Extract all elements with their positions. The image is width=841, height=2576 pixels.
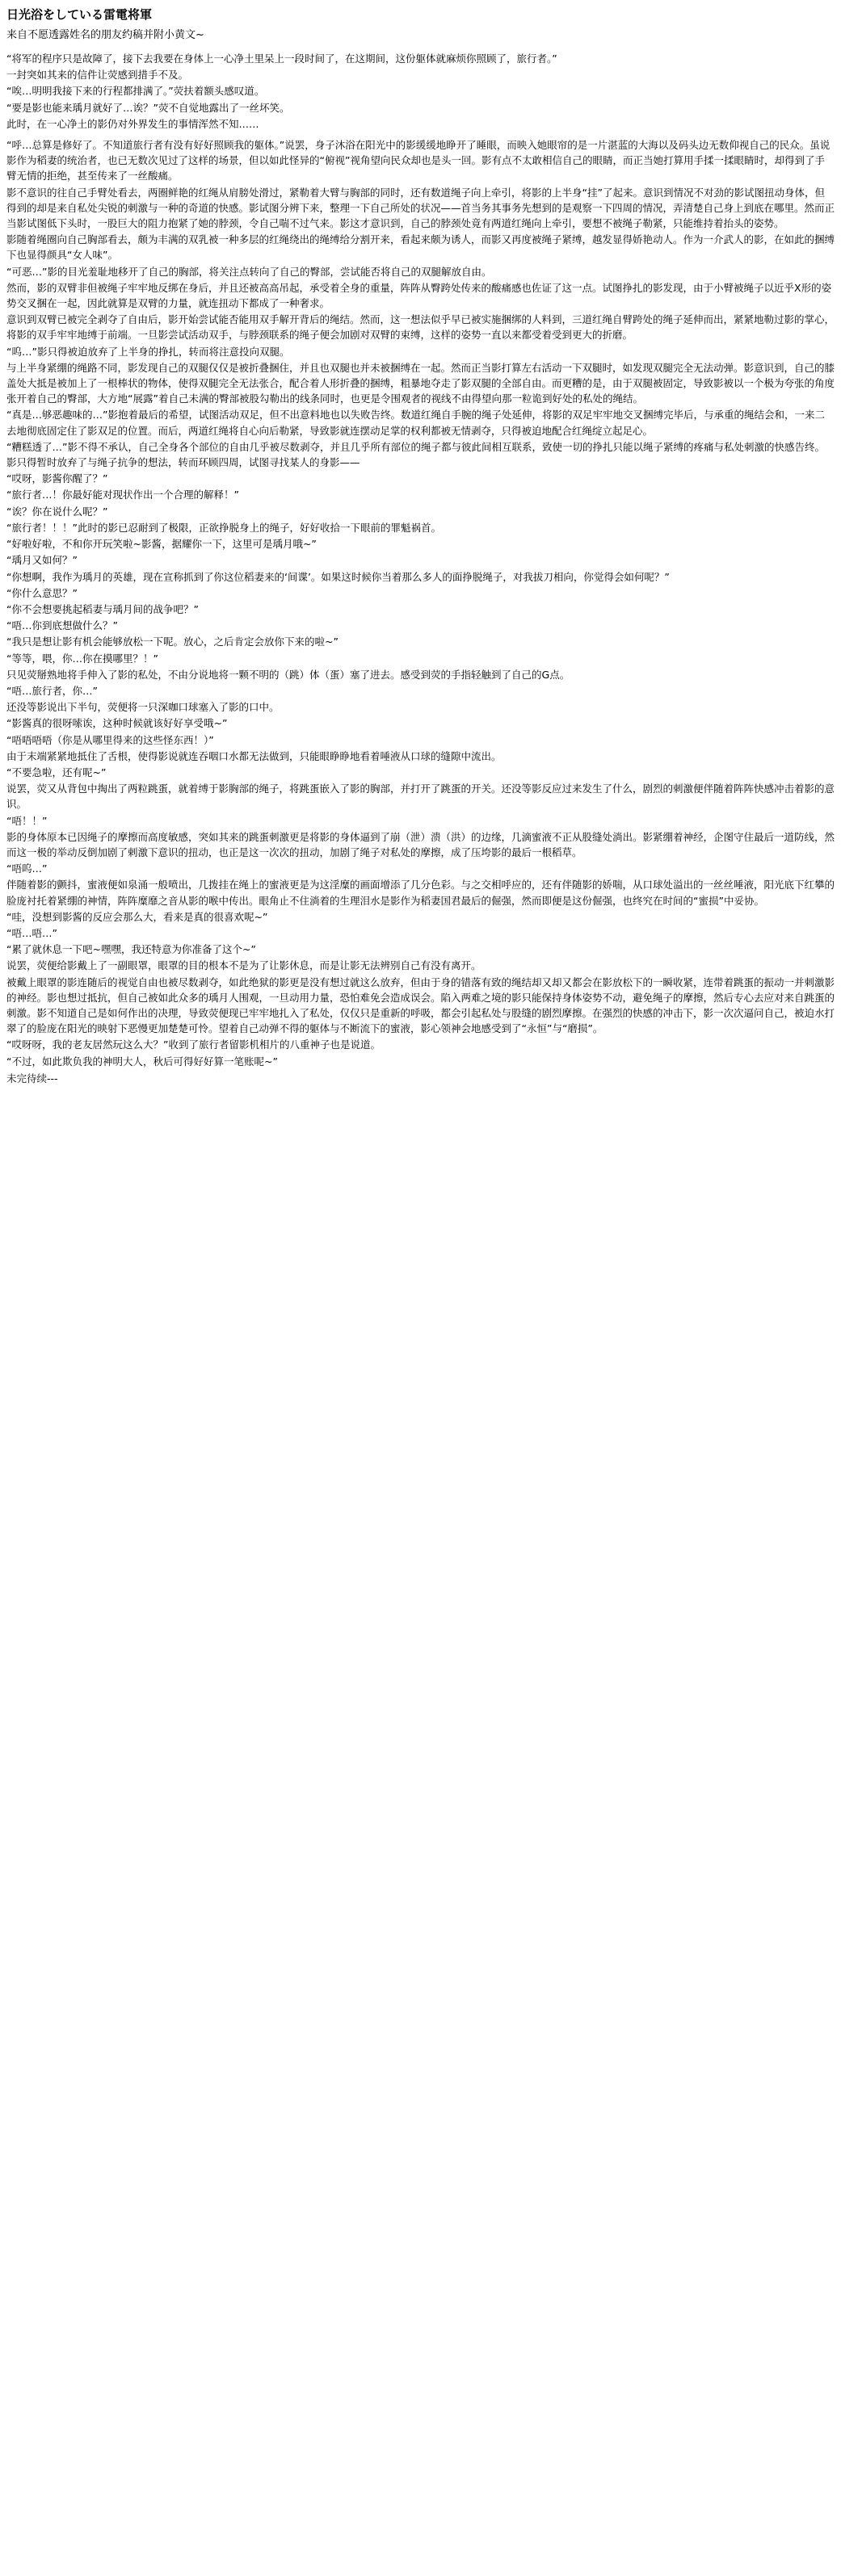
page-title: 日光浴をしている雷電将軍 <box>6 7 153 22</box>
paragraph: 说罢，荧又从背包中掏出了两粒跳蛋，就着缚于影胸部的绳子，将跳蛋嵌入了影的胸部，并打开了跳蛋的开关。还没等影反应过来发生了什么，剧烈的刺激便伴随着阵阵快感冲击着影的意识。 <box>6 782 835 811</box>
paragraph: “唔唔唔唔（你是从哪里得来的这些怪东西！）” <box>6 733 214 746</box>
paragraph: “哇，没想到影酱的反应会那么大，看来是真的很喜欢呢~” <box>6 910 268 923</box>
paragraph: “瑀月又如何？” <box>6 554 78 567</box>
paragraph: “唉…明明我接下来的行程都排满了。”荧扶着额头感叹道。 <box>6 85 265 98</box>
paragraph: “可恶…”影的目光羞耻地移开了自己的胸部，将关注点转向了自己的臀部，尝试能否将自己的双腿解放自由。 <box>6 265 492 278</box>
paragraph: “不过，如此欺负我的神明大人，秋后可得好好算一笔账呢~” <box>6 1055 278 1068</box>
paragraph: “将军的程序只是故障了，接下去我要在身体上一心净土里呆上一段时间了，在这期间，这份躯体就麻烦你照顾了，旅行者。” <box>6 52 557 65</box>
paragraph: “诶？你在说什么呢？” <box>6 505 108 518</box>
paragraph: “唔呜…” <box>6 862 48 875</box>
paragraph: “真是…够恶趣味的…”影抱着最后的希望，试图活动双足，但不出意料地也以失败告终。数道红绳自手腕的绳子处延伸，将影的双足牢牢地交叉捆缚完毕后，与承重的绳结会和，一来二去地彻底固定住了影双足的位置。而后，两道红绳将自心向后勒紧，导致影就连摆动足掌的权利都被无情剥夺，只得被迫地配合红绳绽立起足心。 <box>6 409 825 437</box>
paragraph: “糟糕透了…”影不得不承认，自己全身各个部位的自由几乎被尽数剥夺，并且几乎所有部位的绳子都与彼此间相互联系，致使一切的挣扎只能以绳子紧缚的疼痛与私处刺激的快感告终。影只得暂时放弃了与绳子抗争的想法，转而环顾四周，试图寻找某人的身影—— <box>6 440 825 469</box>
paragraph: “等等，喂，你…你在摸哪里？！” <box>6 652 158 665</box>
paragraph: “我只是想让影有机会能够放松一下呢。放心，之后肯定会放你下来的啦~” <box>6 636 339 648</box>
paragraph: 被戴上眼罩的影连随后的视觉自由也被尽数剥夺，如此绝狱的影更是没有想过就这么放弃，但由于身的错落有致的绳结却又却又都会在影放松下的一瞬收紧，连带着跳蛋的振动一并刺激影的神经。影也想过抵抗，但自己被如此众多的瑀月人围观，一旦动用力量，恐怕难免会造成误会。陷入两难之境的影只能保持身体姿势不动，避免绳子的摩擦，然后专心去应对来自跳蛋的刺激。影不知道自己是如何作出的决理，导致荧便现已牢牢地扎入了私处，仅仅只是重新的呼吸，都会引起私处与股缝的剧烈摩擦。在强烈的快感的冲击下，影一次次逼问自己，被迫水打翠了的脸庞在阳光的映射下恶慢更加楚楚可怜。望着自己动弹不得的躯体与不断流下的蜜液，影心领神会地感受到了“永恒”与“磨损”。 <box>6 975 835 1035</box>
paragraph: 影不意识的往自己手臂处看去，两圈鲜艳的红绳从肩膀处滑过，紧勒着大臂与胸部的同时，还有数道绳子向上牵引，将影的上半身“挂”了起来。意识到情况不对劲的影试图扭动身体，但得到的却是来自私处尖锐的刺激与一种的奇道的快感。影试图分辨下来，整理一下自己所处的状况——首当务其事务先想到的是观察一下四周的情况，弄清楚自己身上到底在哪里。然而正当影试图低下头时，一股巨大的阻力抱紧了她的脖颈，令自己喘不过气来。影这才意识到，自己的脖颈处竟有两道红绳向上牵引，要想不被绳子勒紧，只能维持着抬头的姿势。 <box>6 186 835 230</box>
paragraph: “影酱真的很呀嗦诶，这种时候就该好好享受哦~” <box>6 717 228 730</box>
paragraph: “唔…唔…” <box>6 926 57 939</box>
paragraph: “唔…旅行者，你…” <box>6 684 98 697</box>
document-footer: 未完待续--- <box>6 1072 58 1085</box>
paragraph: “好啦好啦，不和你开玩笑啦~影酱，据耀你一下，这里可是瑀月哦~” <box>6 538 317 551</box>
paragraph: “旅行者…！你最好能对现状作出一个合理的解释！” <box>6 489 239 501</box>
paragraph: 说罢，荧便给影戴上了一副眼罩，眼罩的目的根本不是为了让影休息，而是让影无法辨别自己有没有离开。 <box>6 959 481 972</box>
paragraph: “不要急啦，还有呢~” <box>6 766 107 778</box>
document-page <box>0 0 841 1094</box>
paragraph: “你什么意思？” <box>6 586 78 599</box>
paragraph: 还没等影说出下半句，荧便将一只深咖口球塞入了影的口中。 <box>6 701 280 714</box>
paragraph: “唔！！” <box>6 814 48 827</box>
paragraph: “哎呀呀，我的老友居然玩这么大？”收到了旅行者留影机相片的八重神子也是说道。 <box>6 1038 381 1051</box>
paragraph: “呼…总算是修好了。不知道旅行者有没有好好照顾我的躯体。”说罢，身子沐浴在阳光中的影缓缓地睁开了睡眼，而映入她眼帘的是一片湛蓝的大海以及码头边无数仰视自己的民众。虽说影作为稻妻的统治者，也已无数次见过了这样的场景，但以如此怪异的“俯视”视角望向民众却也是头一回。影有点不太敢相信自己的眼睛，而正当她打算用手揉一揉眼睛时，却得到了手臂无情的拒绝，甚至传来了一丝酸痛。 <box>6 139 830 183</box>
paragraph: “要是影也能来瑀月就好了…诶？”荧不自觉地露出了一丝坏笑。 <box>6 101 290 114</box>
paragraph: 伴随着影的颤抖，蜜液便如泉涌一般喷出，几拨挂在绳上的蜜液更是为这淫糜的画面增添了几分色彩。与之交相呼应的，还有伴随影的娇喘，从口球处溢出的一丝丝唾液，阳光底下红攀的脸庞衬托着紧绷的神情，阵阵糜靡之音从影的喉中传出。眼角止不住淌着的生理泪水是影作为稻妻国君最后的倔强，然而即便是这份倔强，也终究在时间的“蜜损”中妥协。 <box>6 879 835 907</box>
paragraph: “你想啊，我作为瑀月的英雄，现在宣称抓到了你这位稻妻来的‘间谍’。如果这时候你当着那么多人的面挣脱绳子，对我拔刀相向，你觉得会如何呢？” <box>6 570 670 583</box>
paragraph: 意识到双臂已被完全剥夺了自由后，影开始尝试能否能用双手解开背后的绳结。然而，这一想法似乎早已被实施捆绑的人料到，三道红绳自臂跨处的绳子延伸而出，紧紧地勒过影的掌心，将影的双手牢牢地缚于前端。一旦影尝试活动双手，与脖颈联系的绳子便会加剧对双臂的束缚，这样的姿势一直以来都受着受到更大的折磨。 <box>6 313 835 342</box>
paragraph: 只见荧掰熟地将手伸入了影的私处，不由分说地将一颗不明的（跳）体（蛋）塞了进去。感受到荧的手指轻触到了自己的G点。 <box>6 668 570 681</box>
paragraph: “累了就休息一下吧~嘿嘿，我还特意为你准备了这个~” <box>6 943 256 956</box>
paragraph: “哎呀，影酱你醒了？” <box>6 472 108 485</box>
paragraph: 然而，影的双臂非但被绳子牢牢地反绑在身后，并且还被高高吊起，承受着全身的重量，阵阵从臀跨处传来的酸痛感也佐证了这一点。试图挣扎的影发现，由于小臂被绳子以近乎X形的姿势交叉捆在一起，因此就算是双臂的力量，就连扭动下都成了一种奢求。 <box>6 281 832 310</box>
paragraph: “唔…你到底想做什么？” <box>6 619 118 632</box>
paragraph: 与上半身紧绷的绳路不同，影发现自己的双腿仅仅是被折叠捆住，并且也双腿也并未被捆缚在一起。然而正当影打算左右活动一下双腿时，如发现双腿完全无法动弹。影意识到，自己的膝盖处大抵是被加上了一根棒状的物体，使得双腿完全无法张合，配合着人形折叠的捆缚，粗暴地夺走了影双腿的全部自由。而更糟的是，由于双腿被固定，导致影被以一个极为夸张的角度张开着自己的臀部，大方地“展露”着自己未满的臀部被股勾勒出的线条同时，也更是令围观者的视线不由得望向那一粒诡到好处的私处的绳结。 <box>6 361 835 405</box>
paragraph: 此时，在一心净土的影仍对外界发生的事情浑然不知…… <box>6 117 259 130</box>
paragraph: 由于末端紧紧地抵住了舌根，使得影说就连吞咽口水都无法做到，只能眼睁睁地看着唾液从口球的缝隙中流出。 <box>6 749 502 762</box>
paragraph: 一封突如其来的信件让荧感到措手不及。 <box>6 69 189 82</box>
paragraph: “旅行者！！！”此时的影已忍耐到了极限，正欲挣脱身上的绳子，好好收拾一下眼前的罪魁祸首。 <box>6 521 441 534</box>
byline: 来自不愿透露姓名的朋友约稿并附小黄文~ <box>6 29 204 41</box>
paragraph: “呜…”影只得被迫放弃了上半身的挣扎，转而将注意投向双腿。 <box>6 345 290 358</box>
paragraph: 影的身体原本已因绳子的摩擦而高度敏感，突如其来的跳蛋刺激更是将影的身体逼到了崩（泄）溃（洪）的边缘，几滴蜜液不正从股缝处淌出。影紧绷着神经，企图守住最后一道防线，然而这一极的举动反倒加剧了剌激下意识的扭动，也正是这一次次的扭动，加剧了绳子对私处的摩擦，成了压垮影的最后一根稻草。 <box>6 830 835 858</box>
paragraph: 影随着绳圈向自己胸部看去，颇为丰满的双乳被一种多层的红绳绕出的绳缚给分割开来，看起来颇为诱人，而影又再度被绳子紧缚，越发显得娇艳动人。作为一介武人的影，在如此的捆缚下也显得颜具“女人味”。 <box>6 233 835 262</box>
paragraph: “你不会想要挑起稻妻与瑀月间的战争吧？” <box>6 602 199 615</box>
document-body <box>6 51 835 1069</box>
